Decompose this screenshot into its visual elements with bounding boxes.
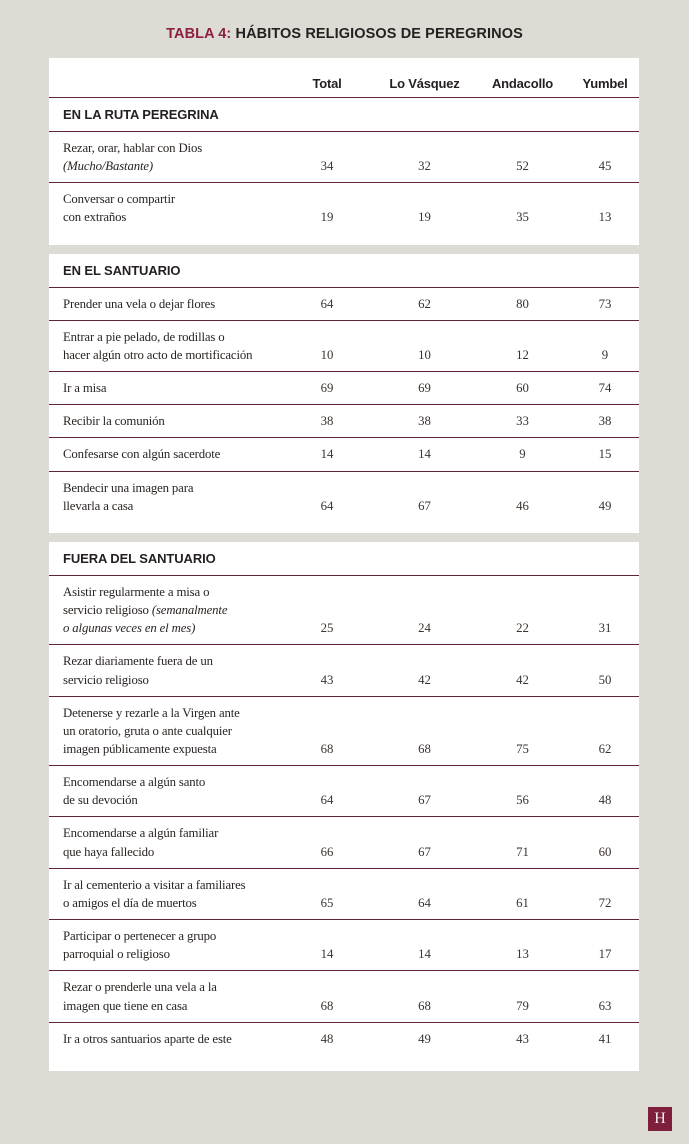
row-label	[49, 817, 279, 867]
table-section-block-fuera-santuario	[49, 542, 639, 1071]
cell-total: 14	[320, 947, 334, 962]
row-label-line2-italic: (semanalmente	[151, 603, 228, 618]
row-label	[49, 971, 279, 1021]
row-label	[49, 183, 279, 233]
cell-lo-vasquez: 64	[418, 895, 431, 910]
row-label-line1: Rezar diariamente fuera de un	[63, 654, 213, 669]
cell-andacollo: 13	[516, 947, 529, 962]
column-header-area	[49, 58, 639, 97]
row-label-line2: servicio religioso	[63, 603, 152, 618]
row-label	[49, 405, 279, 437]
block-bottom-padding	[49, 522, 639, 533]
cell-andacollo: 42	[516, 672, 529, 687]
section-heading-fuera-del-santuario: FUERA DEL SANTUARIO	[49, 542, 639, 575]
row-label	[49, 697, 279, 765]
row-label-line3: o algunas veces en el mes)	[63, 621, 196, 636]
cell-andacollo: 35	[516, 210, 529, 225]
cell-andacollo: 9	[519, 447, 526, 462]
cell-lo-vasquez: 14	[418, 447, 431, 462]
cell-total: 10	[320, 347, 334, 362]
table-title-text: HÁBITOS RELIGIOSOS DE PEREGRINOS	[235, 26, 523, 42]
cell-total: 34	[320, 159, 334, 174]
cell-andacollo: 22	[516, 621, 529, 636]
row-label-line2: llevarla a casa	[63, 498, 134, 513]
cell-lo-vasquez: 68	[418, 741, 431, 756]
cell-lo-vasquez: 68	[418, 998, 431, 1013]
cell-total: 64	[320, 498, 334, 513]
cell-yumbel: 45	[598, 159, 612, 174]
row-label	[49, 869, 279, 919]
row-label-line1: Participar o pertenecer a grupo	[63, 929, 217, 944]
cell-total: 48	[320, 1031, 334, 1046]
cell-total: 65	[320, 895, 334, 910]
table-number-label: TABLA 4:	[166, 26, 232, 42]
row-label-line2: (Mucho/Bastante)	[63, 159, 153, 174]
row-label-line2: imagen que tiene en casa	[63, 998, 188, 1013]
table-row	[49, 817, 639, 867]
row-label-line3: imagen públicamente expuesta	[63, 741, 217, 756]
row-label-line1: Detenerse y rezarle a la Virgen ante	[63, 705, 240, 720]
row-label-line1: Rezar, orar, hablar con Dios	[63, 141, 203, 155]
cell-yumbel: 73	[598, 296, 612, 311]
row-label-line1: Ir a misa	[63, 381, 107, 396]
column-header-lo-vasquez: Lo Vásquez	[389, 76, 460, 91]
section-heading-en-el-santuario: EN EL SANTUARIO	[49, 254, 639, 287]
cell-lo-vasquez: 14	[418, 947, 431, 962]
cell-yumbel: 41	[598, 1031, 612, 1046]
cell-andacollo: 75	[516, 741, 529, 756]
cell-yumbel: 38	[598, 414, 612, 429]
publisher-logo: H	[648, 1107, 672, 1131]
table-row	[49, 920, 639, 970]
table-section-block-santuario	[49, 254, 639, 533]
cell-total: 68	[320, 998, 334, 1013]
cell-total: 19	[320, 210, 334, 225]
cell-yumbel: 13	[598, 210, 612, 225]
row-label	[49, 920, 279, 970]
cell-lo-vasquez: 10	[418, 347, 431, 362]
cell-yumbel: 17	[598, 947, 612, 962]
table-row	[49, 132, 639, 182]
row-label-line2: con extraños	[63, 210, 127, 225]
column-header-yumbel: Yumbel	[582, 76, 628, 91]
cell-lo-vasquez: 19	[418, 210, 431, 225]
column-header-andacollo: Andacollo	[491, 76, 554, 91]
cell-lo-vasquez: 38	[418, 414, 431, 429]
cell-yumbel: 48	[598, 793, 612, 808]
cell-andacollo: 52	[516, 159, 529, 174]
cell-lo-vasquez: 32	[418, 159, 431, 174]
row-label-line2: o amigos el día de muertos	[63, 895, 197, 910]
cell-total: 14	[320, 447, 334, 462]
table-row	[49, 869, 639, 919]
cell-andacollo: 33	[516, 414, 529, 429]
table-container	[49, 58, 639, 1071]
cell-yumbel: 50	[598, 672, 612, 687]
cell-andacollo: 71	[516, 844, 529, 859]
row-label-line1: Conversar o compartir	[63, 192, 175, 207]
row-label	[49, 288, 279, 320]
cell-andacollo: 56	[516, 793, 529, 808]
row-label	[49, 472, 279, 522]
cell-yumbel: 63	[598, 998, 612, 1013]
row-label-line2: parroquial o religioso	[63, 947, 170, 962]
row-label-line1: Asistir regularmente a misa o	[63, 584, 210, 599]
table-row	[49, 766, 639, 816]
row-label-line2: servicio religioso	[63, 672, 149, 687]
row-label-line1: Entrar a pie pelado, de rodillas o	[63, 329, 225, 344]
cell-andacollo: 79	[516, 998, 529, 1013]
table-row	[49, 697, 639, 765]
cell-total: 64	[320, 793, 334, 808]
row-label	[49, 1023, 279, 1055]
row-label-line1: Recibir la comunión	[63, 414, 165, 429]
cell-yumbel: 49	[598, 498, 612, 513]
cell-andacollo: 61	[516, 895, 529, 910]
table-header-block	[49, 58, 639, 245]
cell-lo-vasquez: 69	[418, 381, 431, 396]
cell-andacollo: 46	[516, 498, 529, 513]
cell-andacollo: 80	[516, 296, 529, 311]
row-label	[49, 645, 279, 695]
cell-andacollo: 43	[516, 1031, 529, 1046]
cell-lo-vasquez: 42	[418, 672, 431, 687]
row-label-line2: hacer algún otro acto de mortificación	[63, 347, 253, 362]
table-row	[49, 405, 639, 437]
cell-lo-vasquez: 67	[418, 498, 431, 513]
cell-total: 25	[320, 621, 334, 636]
row-label-line2: un oratorio, gruta o ante cualquier	[63, 723, 232, 738]
row-label	[49, 576, 279, 644]
row-label-line2: de su devoción	[63, 793, 138, 808]
row-label-line1: Encomendarse a algún familiar	[63, 826, 219, 841]
cell-yumbel: 62	[598, 741, 612, 756]
row-label-line1: Confesarse con algún sacerdote	[63, 447, 221, 462]
row-label	[49, 321, 279, 371]
cell-lo-vasquez: 24	[418, 621, 431, 636]
row-label-line1: Ir a otros santuarios aparte de este	[63, 1031, 232, 1046]
row-label-line2: que haya fallecido	[63, 844, 155, 859]
cell-yumbel: 72	[598, 895, 612, 910]
row-label	[49, 132, 279, 182]
cell-yumbel: 15	[598, 447, 612, 462]
row-label-line1: Rezar o prenderle una vela a la	[63, 980, 217, 995]
cell-yumbel: 74	[598, 381, 612, 396]
row-label-line1: Prender una vela o dejar flores	[63, 296, 216, 311]
row-label-line1: Ir al cementerio a visitar a familiares	[63, 877, 246, 892]
table-row	[49, 971, 639, 1021]
table-row	[49, 372, 639, 404]
table-row	[49, 1023, 639, 1055]
row-label-line1: Encomendarse a algún santo	[63, 775, 206, 790]
column-header-total: Total	[312, 76, 342, 91]
table-row	[49, 438, 639, 470]
cell-total: 43	[320, 672, 334, 687]
table-row	[49, 576, 639, 644]
row-label-line1: Bendecir una imagen para	[63, 480, 194, 495]
cell-yumbel: 9	[601, 347, 609, 362]
table-row	[49, 321, 639, 371]
table-row	[49, 288, 639, 320]
table-row	[49, 645, 639, 695]
cell-total: 38	[320, 414, 334, 429]
cell-lo-vasquez: 62	[418, 296, 431, 311]
cell-lo-vasquez: 49	[418, 1031, 431, 1046]
cell-lo-vasquez: 67	[418, 793, 431, 808]
row-label	[49, 372, 279, 404]
cell-yumbel: 31	[598, 621, 612, 636]
cell-total: 68	[320, 741, 334, 756]
table-row	[49, 183, 639, 233]
cell-lo-vasquez: 67	[418, 844, 431, 859]
cell-yumbel: 60	[598, 844, 612, 859]
cell-total: 64	[320, 296, 334, 311]
block-bottom-padding	[49, 234, 639, 245]
block-bottom-padding	[49, 1055, 639, 1071]
cell-total: 69	[320, 381, 334, 396]
table-row	[49, 472, 639, 522]
cell-total: 66	[320, 844, 334, 859]
page-title	[0, 0, 689, 43]
row-label	[49, 766, 279, 816]
cell-andacollo: 60	[516, 381, 529, 396]
cell-andacollo: 12	[516, 347, 529, 362]
column-header-row	[49, 76, 639, 97]
row-label	[49, 438, 279, 470]
section-heading-ruta-peregrina: EN LA RUTA PEREGRINA	[49, 98, 639, 131]
